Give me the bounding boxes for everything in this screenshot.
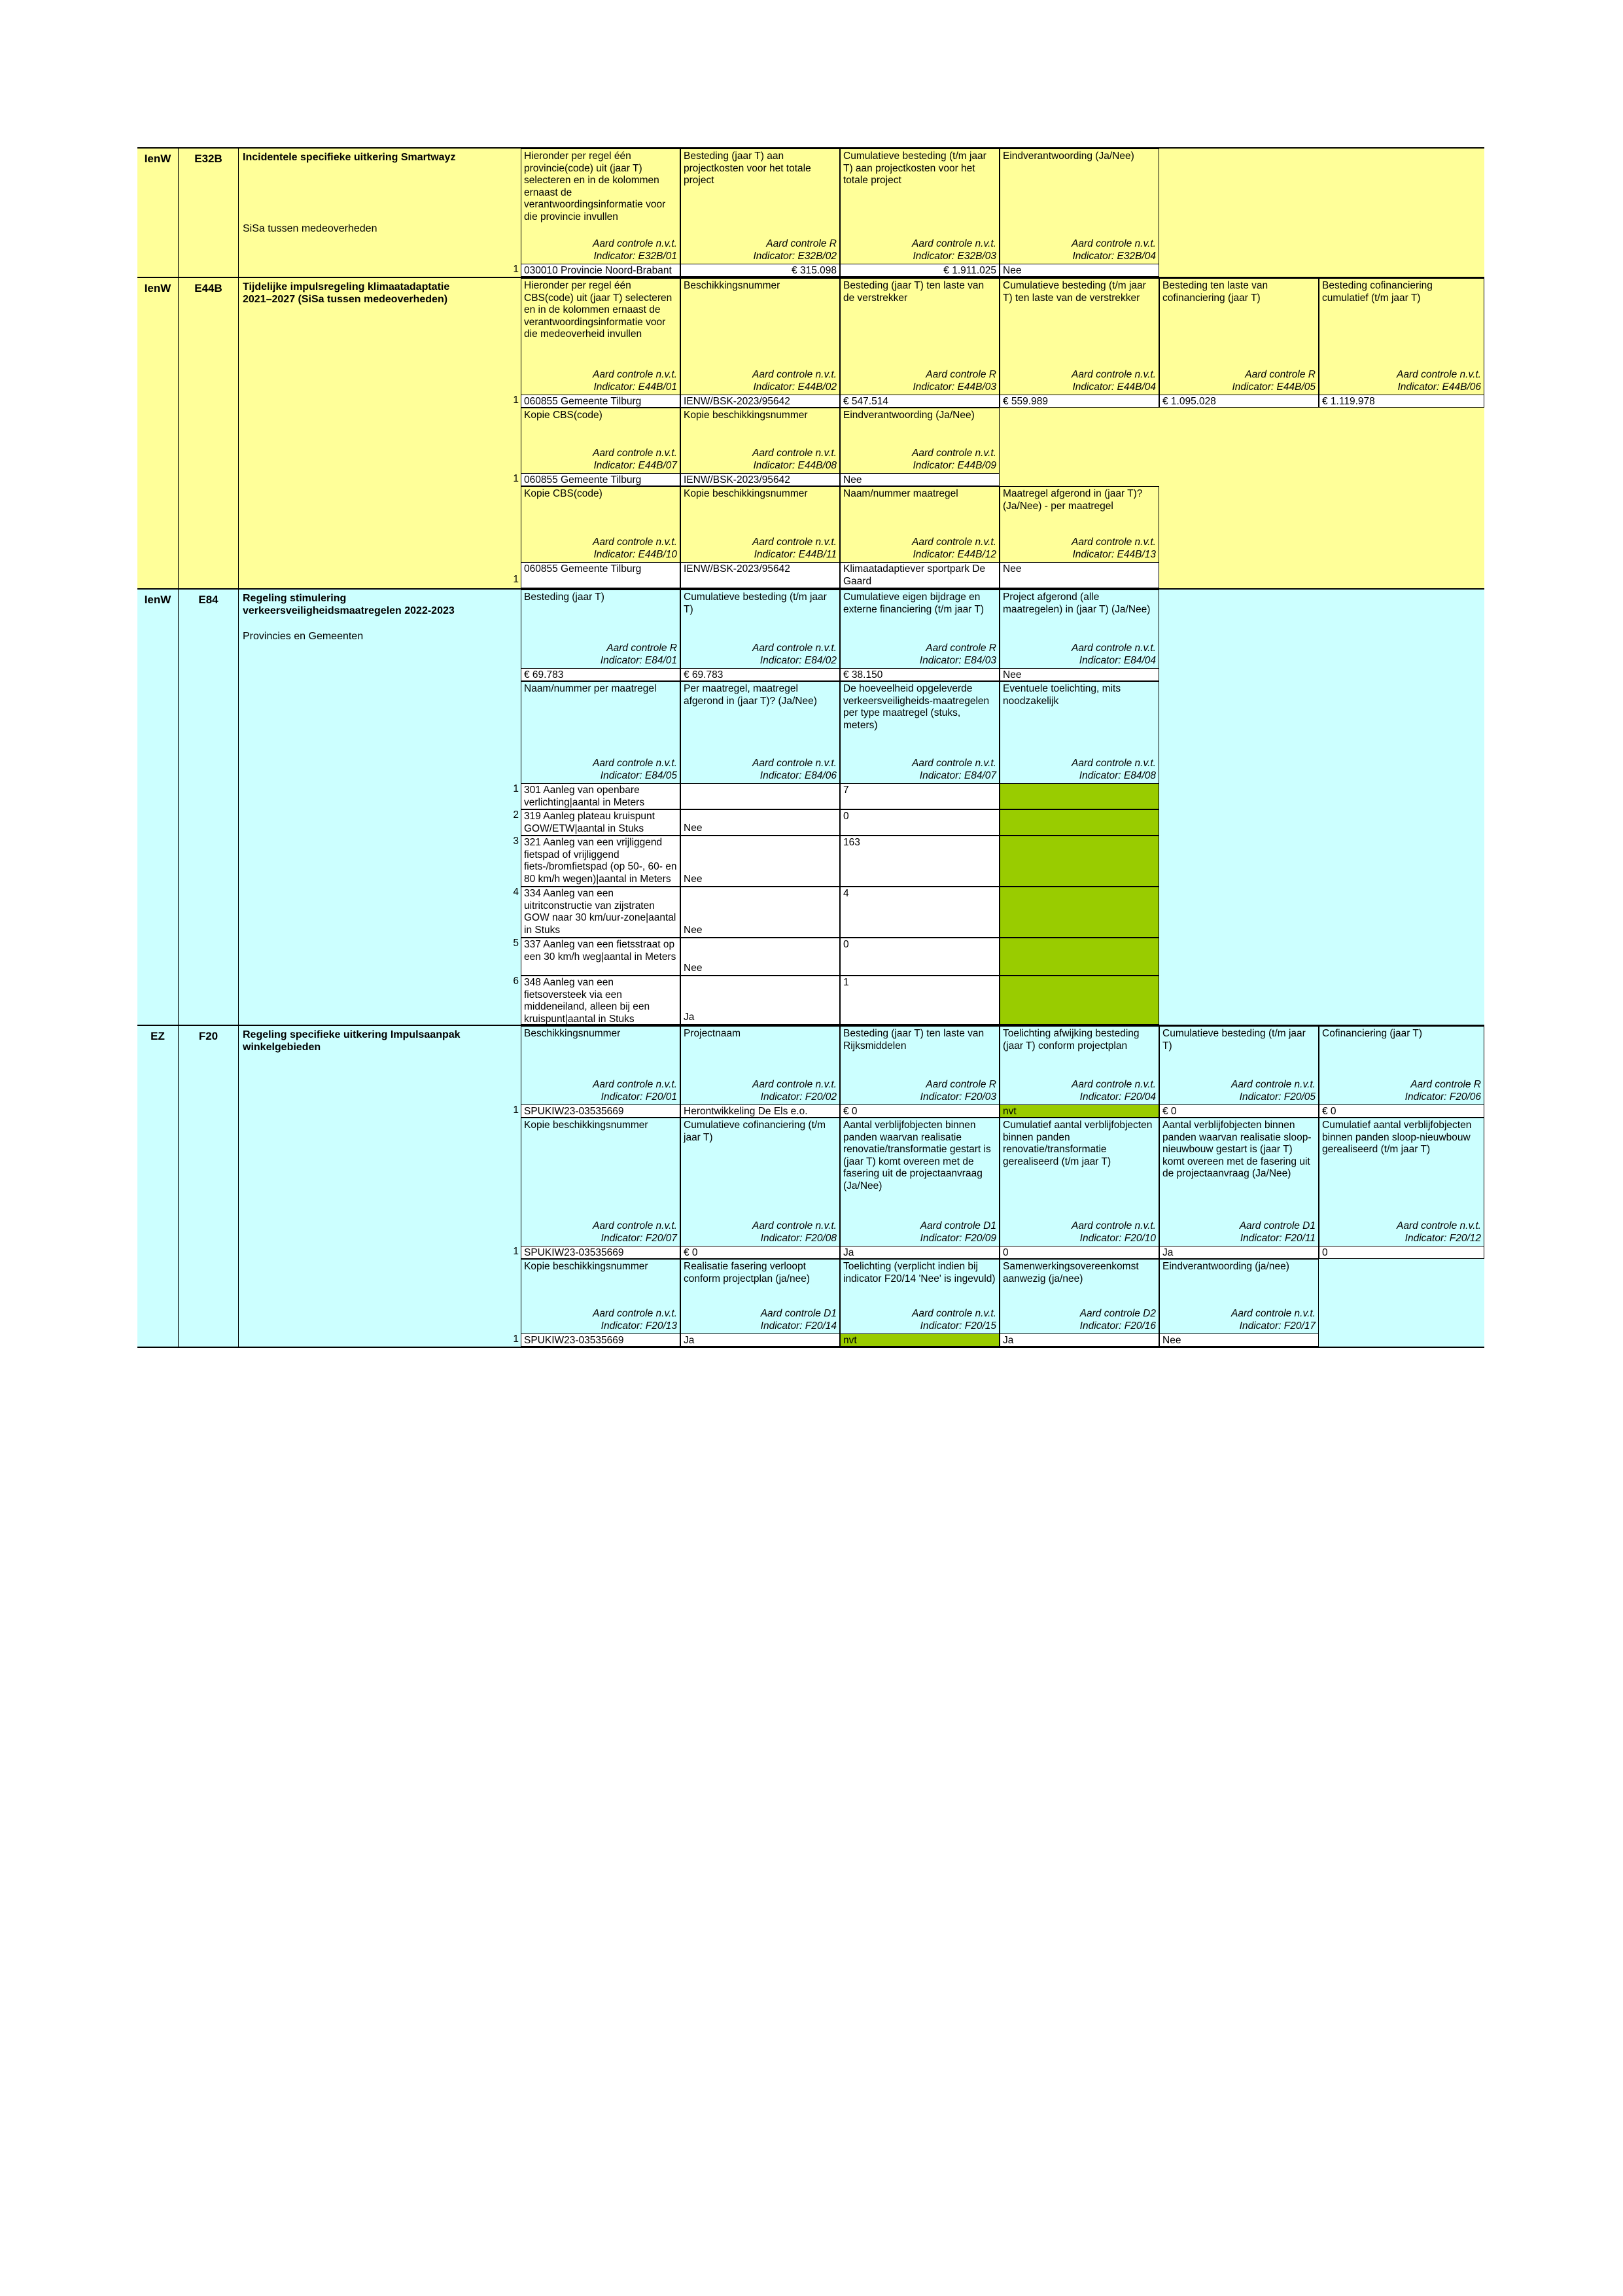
regulation-code: F20 [178,1026,238,1347]
value-e84-03[interactable]: € 38.150 [840,668,1000,681]
value-f20-11[interactable]: Ja [1159,1246,1319,1259]
value-e32b-01[interactable]: 030010 Provincie Noord-Brabant [521,264,680,277]
section-e84 [137,588,1484,1025]
row-number: 1 [513,1246,519,1257]
regulation-title: Regeling specifieke uitkering Impulsaanpak winkelgebieden [238,1026,484,1347]
measure-quantity[interactable]: 4 [840,887,1000,938]
header-e84-08: Eventuele toelichting, mits noodzakelijk Aard controle n.v.t. Indicator: E84/08 [1000,681,1159,783]
value-f20-09[interactable]: Ja [840,1246,1000,1259]
value-f20-08[interactable]: € 0 [680,1246,840,1259]
header-f20-06: Cofinanciering (jaar T) Aard controle R Indicator: F20/06 [1319,1026,1484,1104]
value-e84-04[interactable]: Nee [1000,668,1159,681]
header-f20-16: Samenwerkingsovereenkomst aanwezig (ja/nee) Aard controle D2 Indicator: F20/16 [1000,1259,1159,1333]
regulation-code: E32B [178,149,238,277]
ministry-code: IenW [144,152,171,165]
measure-name[interactable]: 301 Aanleg van openbare verlichting|aantal in Meters [521,783,680,809]
row-number: 1 [513,395,519,406]
ministry-code: IenW [144,593,171,606]
header-f20-17: Eindverantwoording (ja/nee) Aard controle n.v.t. Indicator: F20/17 [1159,1259,1319,1333]
header-e44b-02: Beschikkingsnummer Aard controle n.v.t. Indicator: E44B/02 [680,278,840,395]
header-e44b-13: Maatregel afgerond in (jaar T)? (Ja/Nee) - per maatregel Aard controle n.v.t. Indicator: E44B/13 [1000,486,1159,562]
regulation-title: Incidentele specifieke uitkering Smartwayz SiSa tussen medeoverheden [238,149,484,277]
ministry-code: IenW [144,282,171,294]
section-e32b [137,147,1484,277]
header-e44b-07: Kopie CBS(code) Aard controle n.v.t. Indicator: E44B/07 [521,408,680,473]
value-e44b-05[interactable]: € 1.095.028 [1159,395,1319,408]
header-e44b-09: Eindverantwoording (Ja/Nee) Aard controle n.v.t. Indicator: E44B/09 [840,408,1000,473]
header-f20-04: Toelichting afwijking besteding (jaar T) conform projectplan Aard controle n.v.t. Indicator: F20/04 [1000,1026,1159,1104]
value-e32b-04[interactable]: Nee [1000,264,1159,277]
value-e84-01[interactable]: € 69.783 [521,668,680,681]
row-number: 5 [513,938,519,949]
regulation-subtitle: SiSa tussen medeoverheden [243,223,377,234]
header-e84-04: Project afgerond (alle maatregelen) in (jaar T) (Ja/Nee) Aard controle n.v.t. Indicator: E84/04 [1000,590,1159,668]
row-number: 1 [513,1333,519,1345]
regulation-subtitle: Provincies en Gemeenten [243,631,364,642]
measure-note[interactable] [1000,887,1159,938]
row-number: 1 [513,574,519,585]
row-number: 1 [513,1104,519,1116]
value-f20-16[interactable]: Ja [1000,1333,1159,1347]
measure-name[interactable]: 348 Aanleg van een fietsoversteek via een middeneiland, alleen bij een kruispunt|aantal in Stuks [521,976,680,1025]
section-f20 [137,1025,1484,1348]
header-e32b-02: Besteding (jaar T) aan projectkosten voor het totale project Aard controle R Indicator: E32B/02 [680,149,840,264]
row-number: 1 [513,783,519,794]
measure-note[interactable] [1000,836,1159,887]
value-e44b-06[interactable]: € 1.119.978 [1319,395,1484,408]
value-e32b-02[interactable]: € 315.098 [680,264,840,277]
header-e84-05: Naam/nummer per maatregel Aard controle n.v.t. Indicator: E84/05 [521,681,680,783]
header-f20-05: Cumulatieve besteding (t/m jaar T) Aard controle n.v.t. Indicator: F20/05 [1159,1026,1319,1104]
measure-name[interactable]: 337 Aanleg van een fietsstraat op een 30 km/h weg|aantal in Meters [521,938,680,976]
value-f20-03[interactable]: € 0 [840,1104,1000,1118]
row-number: 6 [513,976,519,987]
regulation-code: E84 [178,590,238,1025]
header-f20-12: Cumulatief aantal verblijfobjecten binnen panden sloop-nieuwbouw gerealiseerd (t/m jaar T) Aard controle n.v.t. Indicator: F20/12 [1319,1118,1484,1246]
header-e32b-04: Eindverantwoording (Ja/Nee) Aard controle n.v.t. Indicator: E32B/04 [1000,149,1159,264]
row-number: 1 [513,473,519,484]
value-f20-12[interactable]: 0 [1319,1246,1484,1259]
value-e44b-07[interactable]: 060855 Gemeente Tilburg [521,473,680,486]
measure-done[interactable]: Ja [680,976,840,1025]
measure-quantity[interactable]: 1 [840,976,1000,1025]
value-e44b-03[interactable]: € 547.514 [840,395,1000,408]
value-f20-06[interactable]: € 0 [1319,1104,1484,1118]
value-e44b-02[interactable]: IENW/BSK-2023/95642 [680,395,840,408]
header-e32b-03: Cumulatieve besteding (t/m jaar T) aan projectkosten voor het totale project Aard controle n.v.t. Indicator: E32B/03 [840,149,1000,264]
measure-name[interactable]: 319 Aanleg plateau kruispunt GOW/ETW|aantal in Stuks [521,809,680,836]
header-f20-07: Kopie beschikkingsnummer Aard controle n.v.t. Indicator: F20/07 [521,1118,680,1246]
header-f20-15: Toelichting (verplicht indien bij indicator F20/14 'Nee' is ingevuld) Aard controle n.v.t. Indicator: F20/15 [840,1259,1000,1333]
value-e44b-04[interactable]: € 559.989 [1000,395,1159,408]
measure-quantity[interactable]: 7 [840,783,1000,809]
header-f20-14: Realisatie fasering verloopt conform projectplan (ja/nee) Aard controle D1 Indicator: F20/14 [680,1259,840,1333]
regulation-code: E44B [178,278,238,588]
measure-note[interactable] [1000,809,1159,836]
value-f20-02[interactable]: Herontwikkeling De Els e.o. [680,1104,840,1118]
header-f20-10: Cumulatief aantal verblijfobjecten binnen panden renovatie/transformatie gerealiseerd (t/m jaar T) Aard controle n.v.t. Indicator: F20/10 [1000,1118,1159,1246]
value-e44b-12[interactable]: Klimaatadaptiever sportpark De Gaard [840,562,1000,588]
value-f20-04[interactable]: nvt [1000,1104,1159,1118]
header-e84-07: De hoeveelheid opgeleverde verkeersveiligheids-maatregelen per type maatregel (stuks, meters) Aard controle n.v.t. Indicator: E84/07 [840,681,1000,783]
measure-note[interactable] [1000,976,1159,1025]
header-e44b-06: Besteding cofinanciering cumulatief (t/m jaar T) Aard controle n.v.t. Indicator: E44B/06 [1319,278,1484,395]
measure-note[interactable] [1000,938,1159,976]
value-e44b-09[interactable]: Nee [840,473,1000,486]
measure-done[interactable]: Nee [680,809,840,836]
row-number: 2 [513,809,519,821]
header-e44b-03: Besteding (jaar T) ten laste van de verstrekker Aard controle R Indicator: E44B/03 [840,278,1000,395]
ministry-code: EZ [150,1030,165,1042]
header-f20-09: Aantal verblijfobjecten binnen panden waarvan realisatie renovatie/transformatie gestart is (jaar T) komt overeen met de fasering uit de projectaanvraag (Ja/Nee) Aard controle D1 Indicator: F20/09 [840,1118,1000,1246]
value-f20-14[interactable]: Ja [680,1333,840,1347]
header-f20-11: Aantal verblijfobjecten binnen panden waarvan realisatie sloop-nieuwbouw gestart is (jaar T) komt overeen met de fasering uit de projectaanvraag (Ja/Nee) Aard controle D1 Indicator: F20/11 [1159,1118,1319,1246]
measure-done[interactable]: Nee [680,887,840,938]
measure-quantity[interactable]: 0 [840,938,1000,976]
measure-name[interactable]: 334 Aanleg van een uitritconstructie van zijstraten GOW naar 30 km/uur-zone|aantal in Stuks [521,887,680,938]
header-f20-08: Cumulatieve cofinanciering (t/m jaar T) Aard controle n.v.t. Indicator: F20/08 [680,1118,840,1246]
value-e44b-10[interactable]: 060855 Gemeente Tilburg [521,562,680,588]
header-e32b-01: Hieronder per regel één provincie(code) uit (jaar T) selecteren en in de kolommen ernaast de verantwoordingsinformatie voor die provincie invullen Aard controle n.v.t. Indicator: E32B/01 [521,149,680,264]
header-e44b-11: Kopie beschikkingsnummer Aard controle n.v.t. Indicator: E44B/11 [680,486,840,562]
value-f20-13[interactable]: SPUKIW23-03535669 [521,1333,680,1347]
measure-note[interactable] [1000,783,1159,809]
value-f20-07[interactable]: SPUKIW23-03535669 [521,1246,680,1259]
value-f20-15[interactable]: nvt [840,1333,1000,1347]
header-e84-06: Per maatregel, maatregel afgerond in (jaar T)? (Ja/Nee) Aard controle n.v.t. Indicator: E84/06 [680,681,840,783]
header-e84-02: Cumulatieve besteding (t/m jaar T) Aard controle n.v.t. Indicator: E84/02 [680,590,840,668]
header-f20-03: Besteding (jaar T) ten laste van Rijksmiddelen Aard controle R Indicator: F20/03 [840,1026,1000,1104]
row-number: 4 [513,887,519,898]
value-e84-02[interactable]: € 69.783 [680,668,840,681]
measure-done[interactable]: Nee [680,836,840,887]
header-e44b-04: Cumulatieve besteding (t/m jaar T) ten laste van de verstrekker Aard controle n.v.t. Indicator: E44B/04 [1000,278,1159,395]
header-f20-13: Kopie beschikkingsnummer Aard controle n.v.t. Indicator: F20/13 [521,1259,680,1333]
row-number: 3 [513,836,519,847]
value-e44b-01[interactable]: 060855 Gemeente Tilburg [521,395,680,408]
measure-quantity[interactable]: 163 [840,836,1000,887]
header-e44b-12: Naam/nummer maatregel Aard controle n.v.t. Indicator: E44B/12 [840,486,1000,562]
header-e44b-05: Besteding ten laste van cofinanciering (jaar T) Aard controle R Indicator: E44B/05 [1159,278,1319,395]
sisa-sheet [137,147,1484,1348]
value-e32b-03[interactable]: € 1.911.025 [840,264,1000,277]
header-e44b-10: Kopie CBS(code) Aard controle n.v.t. Indicator: E44B/10 [521,486,680,562]
regulation-title: Regeling stimulering verkeersveiligheidsmaatregelen 2022-2023 Provincies en Gemeenten [238,590,484,1025]
value-e44b-13[interactable]: Nee [1000,562,1159,588]
value-f20-17[interactable]: Nee [1159,1333,1319,1347]
measure-quantity[interactable]: 0 [840,809,1000,836]
header-e84-01: Besteding (jaar T) Aard controle R Indicator: E84/01 [521,590,680,668]
value-e44b-08[interactable]: IENW/BSK-2023/95642 [680,473,840,486]
header-f20-01: Beschikkingsnummer Aard controle n.v.t. Indicator: F20/01 [521,1026,680,1104]
header-e84-03: Cumulatieve eigen bijdrage en externe financiering (t/m jaar T) Aard controle R Indicator: E84/03 [840,590,1000,668]
header-e44b-08: Kopie beschikkingsnummer Aard controle n.v.t. Indicator: E44B/08 [680,408,840,473]
value-e44b-11[interactable]: IENW/BSK-2023/95642 [680,562,840,588]
value-f20-05[interactable]: € 0 [1159,1104,1319,1118]
regulation-title: Tijdelijke impulsregeling klimaatadaptatie 2021–2027 (SiSa tussen medeoverheden) [238,278,484,588]
value-f20-01[interactable]: SPUKIW23-03535669 [521,1104,680,1118]
measure-done[interactable]: Nee [680,938,840,976]
header-e44b-01: Hieronder per regel één CBS(code) uit (jaar T) selecteren en in de kolommen ernaast de verantwoordingsinformatie voor die medeoverheid invullen Aard controle n.v.t. Indicator: E44B/01 [521,278,680,395]
row-number: 1 [513,264,519,275]
value-f20-10[interactable]: 0 [1000,1246,1159,1259]
header-f20-02: Projectnaam Aard controle n.v.t. Indicator: F20/02 [680,1026,840,1104]
measure-done[interactable] [680,783,840,809]
section-e44b [137,277,1484,588]
measure-name[interactable]: 321 Aanleg van een vrijliggend fietspad of vrijliggend fiets-/bromfietspad (op 50-, 60- en 80 km/h wegen)|aantal in Meters [521,836,680,887]
